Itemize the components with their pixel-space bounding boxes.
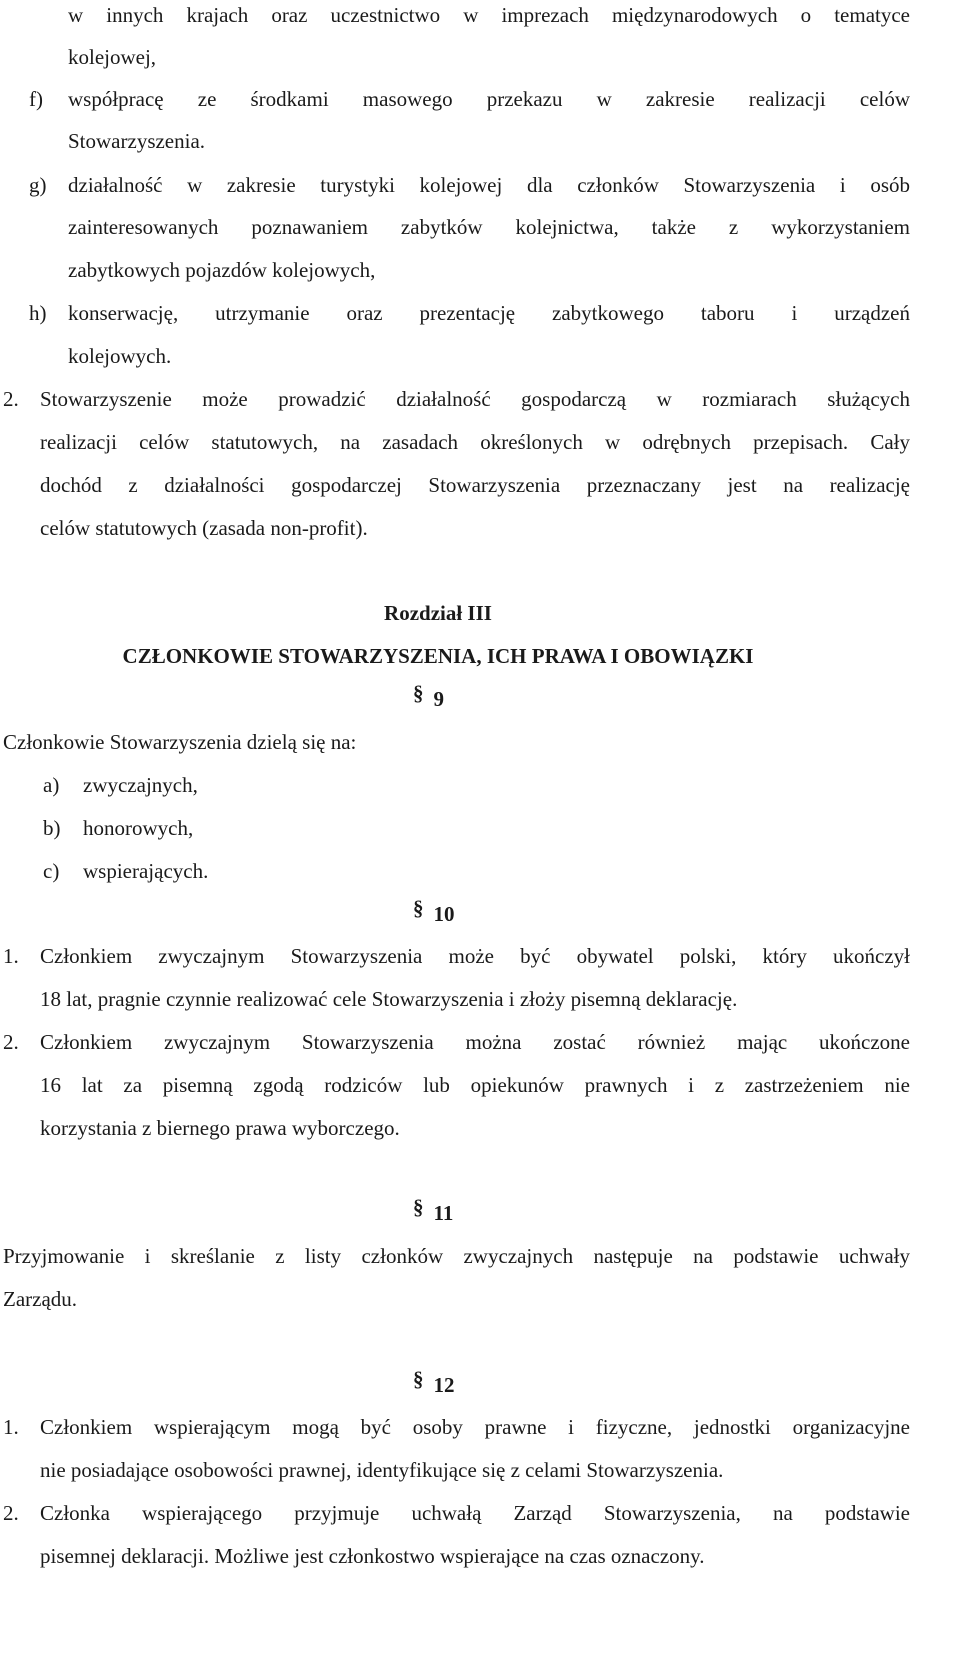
section-symbol: § bbox=[413, 1195, 424, 1219]
sec10-item-2-line-3: korzystania z biernego prawa wyborczego. bbox=[40, 1116, 400, 1140]
section-9-heading bbox=[413, 681, 444, 712]
section-11-number: 11 bbox=[433, 1201, 454, 1225]
sec10-item-2-label: 2. bbox=[3, 1030, 19, 1054]
sec9-item-a-label: a) bbox=[43, 773, 60, 797]
section-10-heading bbox=[413, 896, 455, 927]
para-2-label: 2. bbox=[3, 387, 19, 411]
item-f-line-2: Stowarzyszenia. bbox=[68, 129, 206, 153]
para-2-line-2: realizacji celów statutowych, na zasadach określonych w odrębnych przepisach. Cały bbox=[40, 430, 910, 454]
section-symbol: § bbox=[413, 681, 424, 705]
item-h-line-1: konserwację, utrzymanie oraz prezentację zabytkowego taboru i urządzeń bbox=[68, 301, 910, 325]
section-symbol: § bbox=[413, 896, 424, 920]
section-10-number: 10 bbox=[433, 902, 455, 926]
sec11-line-2: Zarządu. bbox=[3, 1287, 78, 1311]
sec12-item-1-line-1: Członkiem wspierającym mogą być osoby prawne i fizyczne, jednostki organizacyjne bbox=[40, 1415, 910, 1439]
item-h-label: h) bbox=[29, 301, 47, 325]
para-2-line-1: Stowarzyszenie może prowadzić działalność gospodarczą w rozmiarach służących bbox=[40, 387, 910, 411]
sec11-line-1: Przyjmowanie i skreślanie z listy członków zwyczajnych następuje na podstawie uchwały bbox=[3, 1244, 910, 1268]
para-2-line-4: celów statutowych (zasada non-profit). bbox=[40, 516, 368, 540]
sec10-item-1-label: 1. bbox=[3, 944, 19, 968]
sec9-item-b-label: b) bbox=[43, 816, 61, 840]
sec12-item-1-line-2: nie posiadające osobowości prawnej, identyfikujące się z celami Stowarzyszenia. bbox=[40, 1458, 724, 1482]
section-9-number: 9 bbox=[433, 687, 444, 711]
sec10-item-1-line-1: Członkiem zwyczajnym Stowarzyszenia może być obywatel polski, który ukończył bbox=[40, 944, 910, 968]
section-12-number: 12 bbox=[433, 1373, 455, 1397]
intro-line-1: w innych krajach oraz uczestnictwo w imprezach międzynarodowych o tematyce bbox=[68, 3, 910, 27]
sec10-item-2-line-1: Członkiem zwyczajnym Stowarzyszenia można zostać również mając ukończone bbox=[40, 1030, 910, 1054]
section-12-heading bbox=[413, 1367, 455, 1398]
item-g-line-1: działalność w zakresie turystyki kolejowej dla członków Stowarzyszenia i osób bbox=[68, 173, 910, 197]
sec9-item-b-text: honorowych, bbox=[83, 816, 194, 840]
chapter-subtitle: CZŁONKOWIE STOWARZYSZENIA, ICH PRAWA I OBOWIĄZKI bbox=[122, 644, 754, 668]
item-h-line-2: kolejowych. bbox=[68, 344, 172, 368]
para-2-line-3: dochód z działalności gospodarczej Stowarzyszenia przeznaczany jest na realizację bbox=[40, 473, 910, 497]
item-g-line-2: zainteresowanych poznawaniem zabytków kolejnictwa, także z wykorzystaniem bbox=[68, 215, 910, 239]
section-11-heading bbox=[413, 1195, 454, 1226]
sec9-item-a-text: zwyczajnych, bbox=[83, 773, 198, 797]
section-9-intro: Członkowie Stowarzyszenia dzielą się na: bbox=[3, 730, 357, 754]
item-g-line-3: zabytkowych pojazdów kolejowych, bbox=[68, 258, 376, 282]
sec12-item-2-line-2: pisemnej deklaracji. Możliwe jest członkostwo wspierające na czas oznaczony. bbox=[40, 1544, 705, 1568]
item-g-label: g) bbox=[29, 173, 47, 197]
sec10-item-2-line-2: 16 lat za pisemną zgodą rodziców lub opiekunów prawnych i z zastrzeżeniem nie bbox=[40, 1073, 910, 1097]
section-symbol: § bbox=[413, 1367, 424, 1391]
sec9-item-c-text: wspierających. bbox=[83, 859, 209, 883]
sec12-item-2-line-1: Członka wspierającego przyjmuje uchwałą Zarząd Stowarzyszenia, na podstawie bbox=[40, 1501, 910, 1525]
sec9-item-c-label: c) bbox=[43, 859, 60, 883]
chapter-title: Rozdział III bbox=[384, 601, 492, 625]
sec12-item-1-label: 1. bbox=[3, 1415, 19, 1439]
sec10-item-1-line-2: 18 lat, pragnie czynnie realizować cele Stowarzyszenia i złoży pisemną deklarację. bbox=[40, 987, 738, 1011]
intro-line-2: kolejowej, bbox=[68, 45, 157, 69]
sec12-item-2-label: 2. bbox=[3, 1501, 19, 1525]
item-f-label: f) bbox=[29, 87, 43, 111]
item-f-line-1: współpracę ze środkami masowego przekazu w zakresie realizacji celów bbox=[68, 87, 910, 111]
